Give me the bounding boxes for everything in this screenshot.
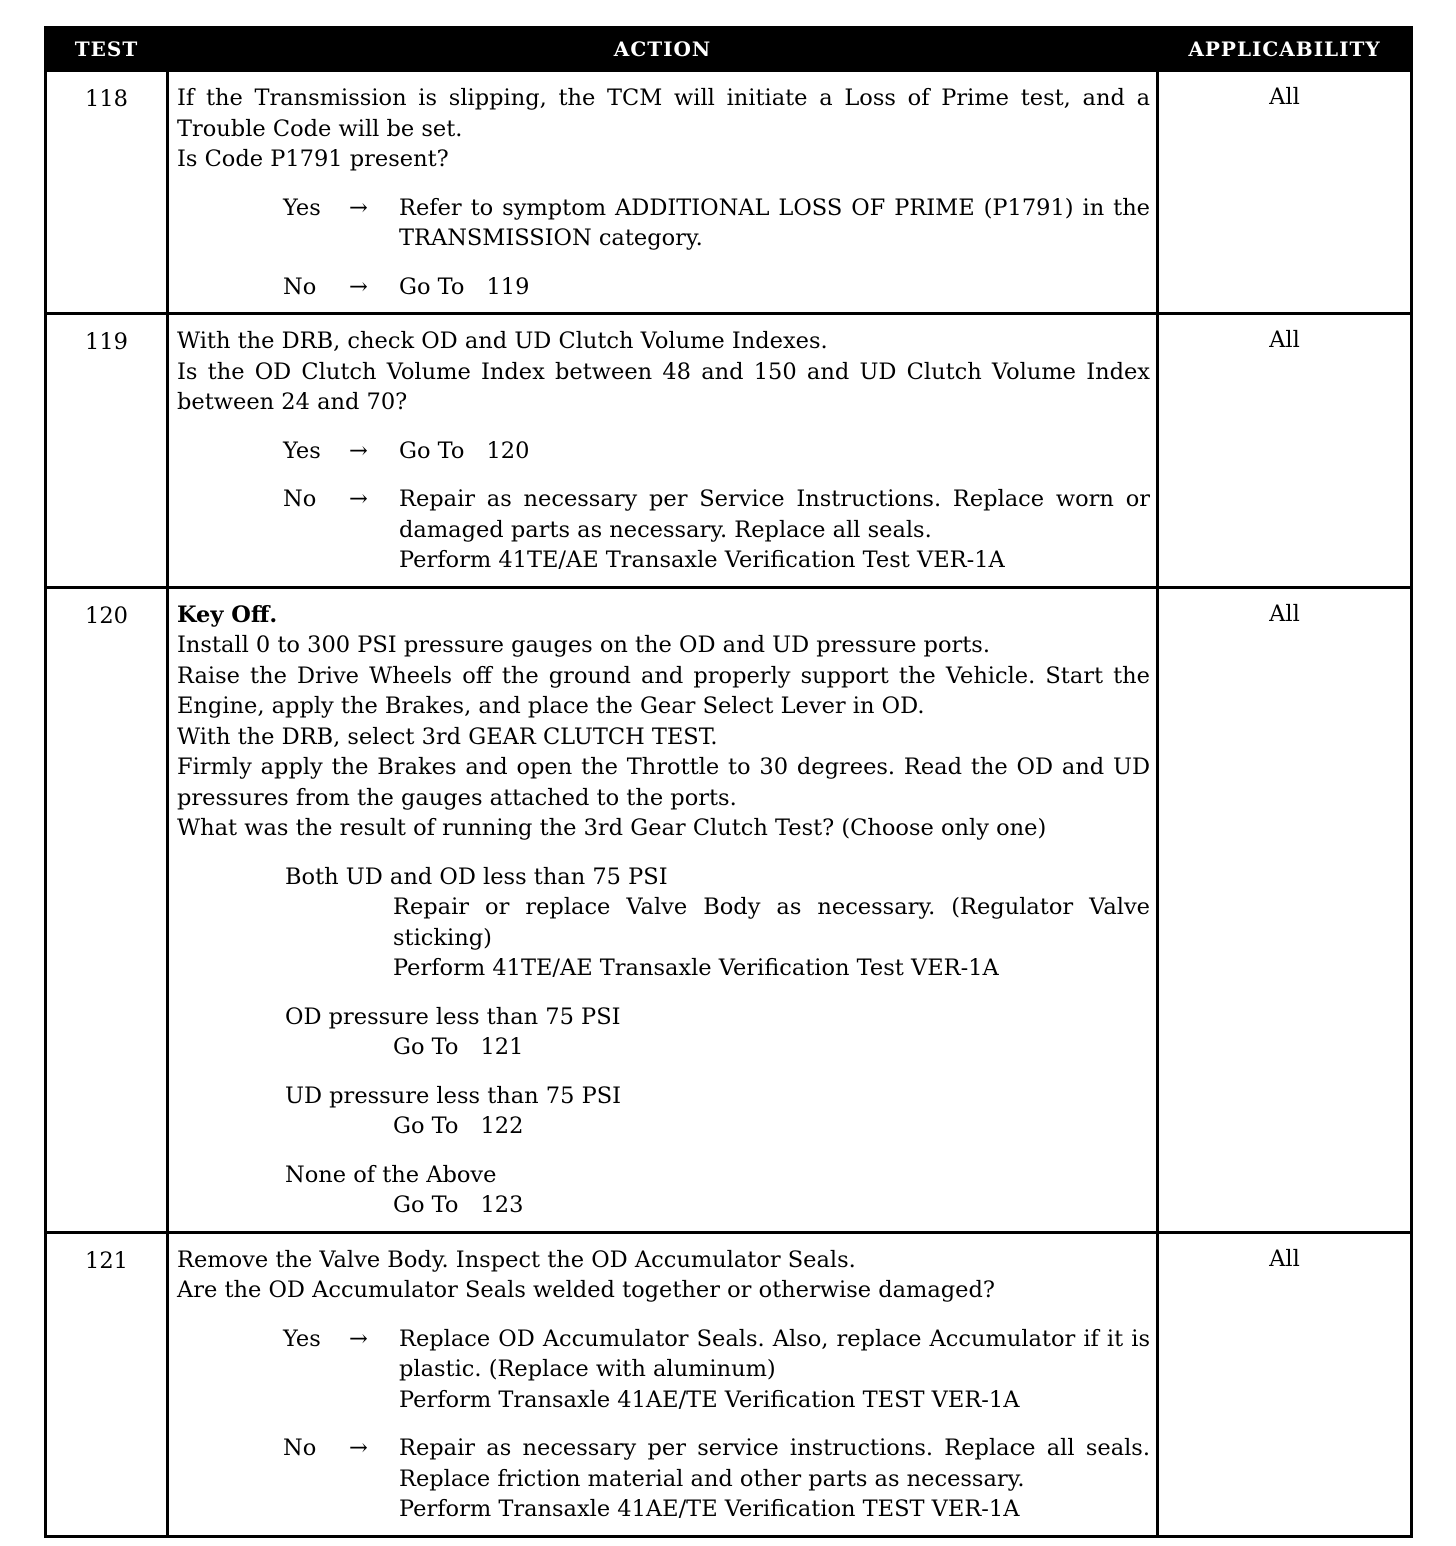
branch-label: Yes	[283, 437, 321, 464]
branch-action	[399, 1324, 1150, 1416]
instruction-text: With the DRB, check OD and UD Clutch Volume Indexes.	[177, 328, 828, 354]
choice-condition: Both UD and OD less than 75 PSI	[285, 863, 668, 890]
goto-target: 122	[480, 1113, 524, 1139]
diagnostic-procedure	[44, 26, 1410, 1538]
branch-action: Refer to symptom ADDITIONAL LOSS OF PRIME (P1791) in the TRANSMISSION category.	[399, 194, 1150, 251]
choice-condition: UD pressure less than 75 PSI	[285, 1082, 622, 1109]
action-cell	[168, 587, 1158, 1232]
diagnostic-table	[44, 26, 1413, 1538]
branch-action-line: Perform Transaxle 41AE/TE Verification TEST VER-1A	[399, 1386, 1020, 1413]
action-cell	[168, 314, 1158, 588]
question-text: Are the OD Accumulator Seals welded together or otherwise damaged?	[177, 1277, 995, 1303]
choice-action-line: Perform 41TE/AE Transaxle Verification Test VER-1A	[393, 955, 999, 981]
instruction-text: With the DRB, select 3rd GEAR CLUTCH TEST.	[177, 723, 718, 750]
instruction-text: Raise the Drive Wheels off the ground and properly support the Vehicle. Start the Engine, apply the Brakes, and place the Gear Select Lever in OD.	[177, 662, 1150, 719]
yes-branch	[283, 1324, 1150, 1416]
arrow-icon: →	[349, 1435, 368, 1461]
result-choice	[285, 862, 1150, 984]
branch-label: Yes	[283, 1325, 321, 1352]
choice-action-line: Repair or replace Valve Body as necessary. (Regulator Valve sticking)	[393, 894, 1150, 951]
question-text: Is the OD Clutch Volume Index between 48 and 150 and UD Clutch Volume Index between 24 and 70?	[177, 358, 1150, 415]
arrow-icon: →	[349, 1325, 368, 1352]
goto-step	[393, 1190, 1150, 1221]
branch-action	[399, 1433, 1150, 1525]
test-number: 119	[46, 314, 168, 588]
test-number: 120	[46, 587, 168, 1232]
test-column-header: TEST	[46, 28, 168, 71]
arrow-icon: →	[349, 194, 368, 221]
action-cell	[168, 71, 1158, 314]
branch-action	[399, 484, 1150, 576]
applicability-column-header: APPLICABILITY	[1158, 28, 1412, 71]
branch-label: Yes	[283, 194, 321, 221]
table-row	[46, 71, 1412, 314]
table-header-row	[46, 28, 1412, 71]
branch-label: No	[283, 486, 317, 512]
question-text: Is Code P1791 present?	[177, 146, 449, 172]
branch-label: No	[283, 1435, 317, 1461]
result-choice	[285, 1160, 1150, 1221]
applicability-value: All	[1158, 314, 1412, 588]
goto-step	[399, 272, 1150, 303]
instruction-text: If the Transmission is slipping, the TCM will initiate a Loss of Prime test, and a Trouble Code will be set.	[177, 85, 1150, 142]
action-cell	[168, 1232, 1158, 1536]
goto-step	[393, 1032, 1150, 1063]
yes-branch	[283, 436, 1150, 467]
applicability-value: All	[1158, 1232, 1412, 1536]
choice-condition: OD pressure less than 75 PSI	[285, 1003, 621, 1030]
instruction-text: Install 0 to 300 PSI pressure gauges on the OD and UD pressure ports.	[177, 632, 990, 658]
test-number: 118	[46, 71, 168, 314]
result-choice	[285, 1081, 1150, 1142]
arrow-icon: →	[349, 437, 368, 464]
choice-action	[393, 892, 1150, 984]
table-row	[46, 314, 1412, 588]
goto-label: Go To	[393, 1192, 459, 1218]
choice-condition: None of the Above	[285, 1161, 497, 1188]
goto-label: Go To	[393, 1113, 459, 1139]
arrow-icon: →	[349, 486, 368, 512]
goto-target: 119	[486, 273, 530, 300]
branch-action-line: Repair as necessary per Service Instructions. Replace worn or damaged parts as necessary. Replace all seals.	[399, 486, 1150, 543]
instruction-text: Remove the Valve Body. Inspect the OD Accumulator Seals.	[177, 1246, 856, 1273]
goto-label: Go To	[399, 273, 465, 300]
result-choice	[285, 1002, 1150, 1063]
action-column-header: ACTION	[168, 28, 1158, 71]
test-number: 121	[46, 1232, 168, 1536]
no-branch	[283, 272, 1150, 303]
table-row	[46, 587, 1412, 1232]
instruction-text: Firmly apply the Brakes and open the Throttle to 30 degrees. Read the OD and UD pressures from the gauges attached to the ports.	[177, 754, 1150, 811]
question-text: What was the result of running the 3rd Gear Clutch Test? (Choose only one)	[177, 815, 1047, 841]
goto-target: 120	[486, 437, 530, 464]
no-branch	[283, 1433, 1150, 1525]
branch-action-line: Perform Transaxle 41AE/TE Verification TEST VER-1A	[399, 1496, 1020, 1522]
goto-label: Go To	[393, 1034, 459, 1060]
table-row	[46, 1232, 1412, 1536]
goto-target: 123	[480, 1192, 524, 1218]
goto-label: Go To	[399, 437, 465, 464]
no-branch	[283, 484, 1150, 576]
branch-label: No	[283, 273, 317, 300]
goto-step	[399, 436, 1150, 467]
goto-target: 121	[480, 1034, 524, 1060]
branch-action-line: Replace OD Accumulator Seals. Also, replace Accumulator if it is plastic. (Replace with aluminum)	[399, 1325, 1150, 1382]
applicability-value: All	[1158, 587, 1412, 1232]
goto-step	[393, 1111, 1150, 1142]
lead-instruction: Key Off.	[177, 601, 278, 628]
yes-branch	[283, 193, 1150, 254]
arrow-icon: →	[349, 273, 368, 300]
branch-action-line: Perform 41TE/AE Transaxle Verification Test VER-1A	[399, 547, 1005, 573]
applicability-value: All	[1158, 71, 1412, 314]
branch-action-line: Repair as necessary per service instructions. Replace all seals. Replace friction material and other parts as necessary.	[399, 1435, 1150, 1492]
